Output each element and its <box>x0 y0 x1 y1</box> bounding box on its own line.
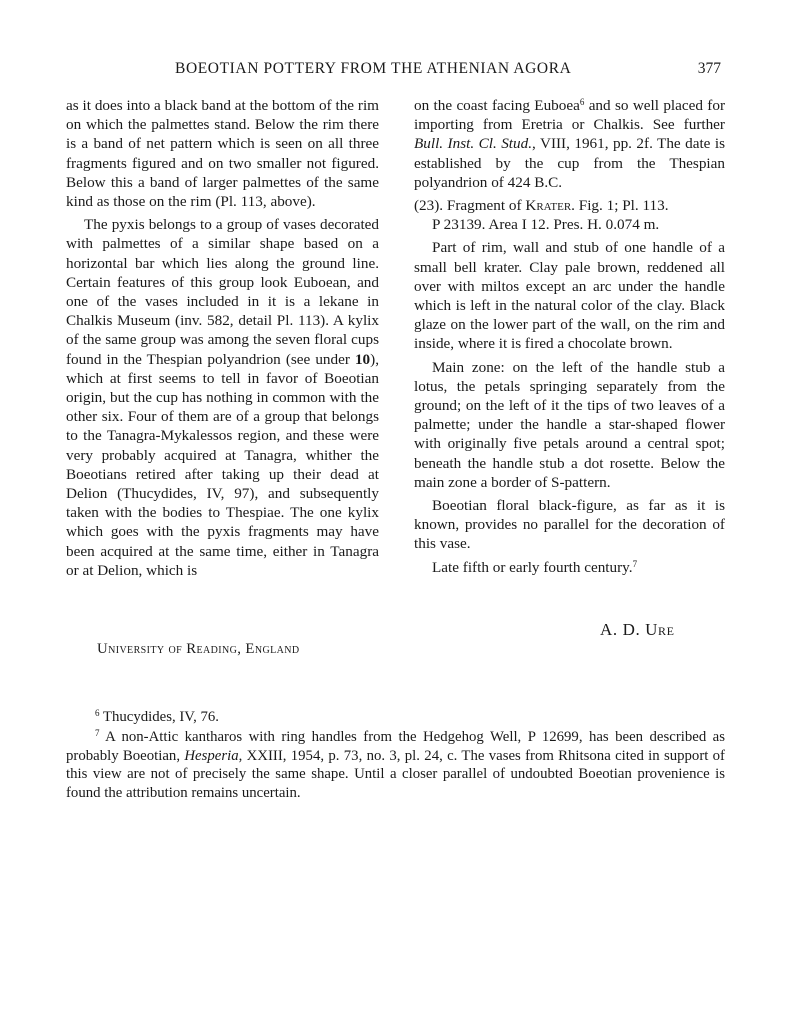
entry-number: (23). <box>414 197 444 215</box>
text-run: ), which at first seems to tell in favor of Boeotian origin, but the cup has nothing in common with the other six. Four of them are of a group that belongs to the Tanagra-Mykalessos region, and these were very probably acquired at Tanagra, whither the Boeotians retired after taking up their dead at Delion (Thucydides, IV, 97), and subsequently taken with the bodies to Thespiae. The one kylix which goes with the pyxis fragments may have been acquired at the same time, either in Tanagra or at Delion, which is <box>66 350 379 579</box>
text-run: and so well placed for importing from Eretria or Chalkis. See further <box>414 97 726 134</box>
paragraph <box>414 96 725 192</box>
entry-prefix: Fragment of <box>446 197 526 215</box>
footnote-6 <box>66 708 725 726</box>
journal-title: Hesperia <box>184 747 239 764</box>
paragraph: Boeotian floral black-figure, as far as it is known, provides no parallel for the decoration of this vase. <box>414 497 725 553</box>
footnote-text: , XXIII, 1954, p. 73, no. 3, pl. 24, c. The vases from Rhitsona cited in support of this view are not of precisely the same shape. Until a closer parallel of undoubted Boeotian provenience is found the attribution remains uncertain. <box>66 747 725 801</box>
paragraph: as it does into a black band at the bottom of the rim on which the palmettes stand. Below the rim there is a band of net pattern which is seen on all three fragments figured and on two smaller not figured. Below this a band of larger palmettes of the same kind as those on the rim (Pl. 113, above). <box>66 97 379 211</box>
footnote-text: A non-Attic kantharos with ring handles from the Hedgehog Well, P 12699, has been described as probably Boeotian, <box>66 729 725 764</box>
author-signature: A. D. Ure <box>600 620 675 639</box>
running-title: BOEOTIAN POTTERY FROM THE ATHENIAN AGORA <box>175 60 572 77</box>
paragraph: Part of rim, wall and stub of one handle of a small bell krater. Clay pale brown, reddened all over with miltos except an arc under the handle which is left in the natural color of the clay. Black glaze on the lower part of the wall, on the rim and inside, where it is fired a chocolate brown. <box>414 239 725 353</box>
footnote-marker: 7 <box>632 558 638 569</box>
cross-reference: 10 <box>354 350 371 368</box>
entry-object: Krater <box>525 197 572 215</box>
footnote-7 <box>66 728 725 802</box>
text-run: , VIII, 1961, pp. 2f. The date is established by the cup from the Thespian polyandrion of 424 B.C. <box>414 135 725 191</box>
catalogue-entry-data: P 23139. Area I 12. Pres. H. 0.074 m. <box>432 216 660 234</box>
paragraph <box>66 215 379 580</box>
journal-title: Bull. Inst. Cl. Stud. <box>414 135 532 153</box>
footnotes <box>66 708 725 804</box>
paragraph: Main zone: on the left of the handle stub a lotus, the petals springing separately from the ground; on the left of it the tips of two leaves of a palmette; under the handle a star-shaped flower with originally five petals around a central spot; beneath the handle stub a dot rosette. Below the main zone a border of S-pattern. <box>414 358 725 491</box>
author-affiliation: University of Reading, England <box>97 641 300 657</box>
footnote-number: 7 <box>95 728 100 739</box>
catalogue-entry-heading <box>414 196 725 215</box>
text-run: Late fifth or early fourth century. <box>432 558 633 576</box>
entry-refs: . Fig. 1; Pl. 113. <box>571 197 669 215</box>
right-column <box>414 96 725 581</box>
left-column <box>66 96 379 584</box>
footnote-marker: 6 <box>579 97 585 107</box>
paragraph <box>414 558 725 577</box>
text-run: The pyxis belongs to a group of vases decorated with palmettes of a similar shape based on a horizontal bar which lies along the ground line. Certain features of this group look Euboean, and one of the vases included in it is a lekane in Chalkis Museum (inv. 582, detail Pl. 113). A kylix of the same group was among the seven floral cups found in the Thespian polyandrion (see under <box>66 216 379 368</box>
footnote-number: 6 <box>95 708 100 718</box>
page-number: 377 <box>697 60 721 77</box>
footnote-text: Thucydides, IV, 76. <box>99 709 219 725</box>
text-run: on the coast facing Euboea <box>414 97 580 114</box>
